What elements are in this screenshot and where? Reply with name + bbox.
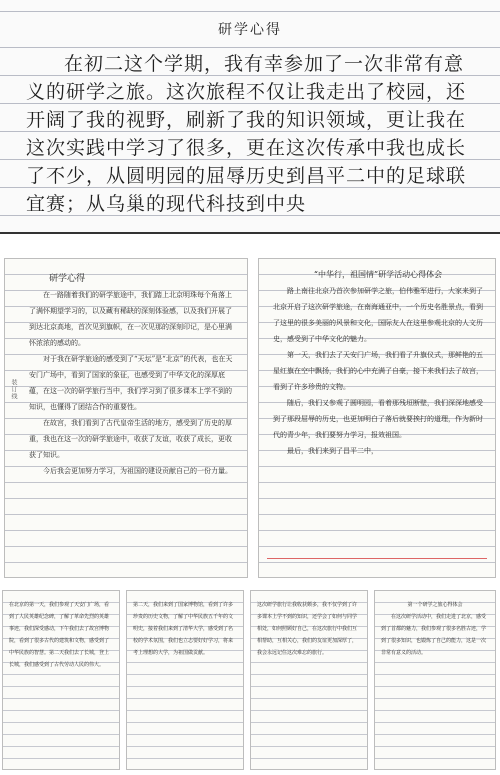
bottom-panel-1-text: 在北京的第一天，我们参观了天安门广场，看到了人民英雄纪念碑，了解了革命先烈的英雄事迹，我们深受感动，下午我们去了故宫博物院，看到了很多古代的建筑和文物，感受到了中华民族的智慧。第二天我们去了长城，登上长城，我们感受到了古代劳动人民的伟大。 [9, 602, 110, 668]
mid-left-para-2: 对于我在研学旅途的感受到了“天坛”是“北京”的代表，也在天安门广场中，看到了国家的象征，也感受到了中华文化的深厚底蕴，在这一次的研学旅行当中，我们学习到了很多课本上学不到的知识，也懂得了团结合作的重要性。 [29, 355, 233, 411]
mid-right-essay-title: “中华行，祖国情”研学活动心得体会 [313, 270, 443, 279]
binding-line-label: 装订线 [10, 379, 17, 400]
bottom-panel-4-text: 在这次研学活动中，我们走进了北京，感受到了首都的魅力，我们参观了很多名胜古迹，学到了很多知识，也锻炼了自己的能力，这是一次非常有意义的活动。 [381, 614, 487, 656]
bottom-panel-4-title: 第一个研学之旅心得体会 [407, 602, 463, 608]
bottom-panel-3 [250, 590, 368, 770]
mid-right-para-3: 随后，我们又参观了圆明园，看着那残垣断壁，我们深深地感受到了那段屈辱的历史，也更加明白了落后就要挨打的道理，作为新时代的青少年，我们要努力学习，报效祖国。 [273, 399, 483, 439]
bottom-panel-1 [2, 590, 120, 770]
bottom-panel-2 [126, 590, 244, 770]
red-margin-line [267, 558, 487, 559]
top-essay-title: 研学心得 [218, 22, 282, 38]
mid-left-para-4: 今后我会更加努力学习，为祖国的建设贡献自己的一份力量。 [43, 467, 232, 475]
mid-right-para-1: 路上南往北京乃首次参加研学之旅，伯伟雅军进行，大家来到了北京开启了这次研学旅途，在南海通亚中，一个历史名胜景点，看到了这里的很多美丽的风景和文化，国际友人在这里参观北京的人文历史，感受到了中华文化的魅力。 [273, 287, 483, 343]
mid-left-para-1: 在一路随着我们的研学旅途中，我们踏上北京明珠每个角落上了满怀期望学习的，以及藏有稀缺的深刻体验感，以及我们开展了到达北京高地，首次见到旗帜，在一次见那的深刻印记，是心里满怀浓浓的感动的。 [29, 291, 232, 347]
mid-left-essay-panel [4, 258, 248, 578]
top-essay-panel [0, 0, 500, 234]
bottom-panel-2-text: 第二天，我们来到了国家博物馆，看到了许多珍贵的历史文物，了解了中华民族五千年的文明史，接着我们来到了清华大学，感受到了名校的学术氛围，我们也立志要好好学习，将来考上理想的大学，为祖国做贡献。 [133, 602, 234, 656]
mid-right-para-2: 第一天，我们去了天安门广场，我们看了升旗仪式，那鲜艳的五星红旗在空中飘扬，我们的心中充满了自豪，接下来我们去了故宫，看到了许多珍贵的文物。 [273, 351, 483, 391]
mid-left-para-3: 在故宫，我们看到了古代皇帝生活的地方，感受到了历史的厚重，我也在这一次的研学旅途中，收获了友谊，收获了成长，更收获了知识。 [29, 419, 232, 459]
mid-right-essay-panel [258, 258, 496, 578]
mid-left-essay-title: 研学心得 [49, 274, 86, 284]
bottom-panel-4 [374, 590, 496, 770]
mid-right-para-4: 最后，我们来到了昌平二中， [287, 447, 378, 455]
top-essay-body: 在初二这个学期，我有幸参加了一次非常有意义的研学之旅。这次旅程不仅让我走出了校园，还开阔了我的视野，刷新了我的知识领域，更让我在这次实践中学习了很多，更在这次传承中我也成长了不少，从圆明园的屈辱历史到昌平二中的足球联宜赛；从乌巢的现代科技到中央 [26, 53, 467, 215]
bottom-panel-3-text: 这次研学旅行让我收获颇多，我不仅学到了许多课本上学不到的知识，还学会了如何与同学相处，如何照顾好自己，在这次旅行中我们互相帮助，互相关心，我们的友谊更加深厚了，我会永远记住这次难忘的旅行。 [257, 602, 358, 656]
